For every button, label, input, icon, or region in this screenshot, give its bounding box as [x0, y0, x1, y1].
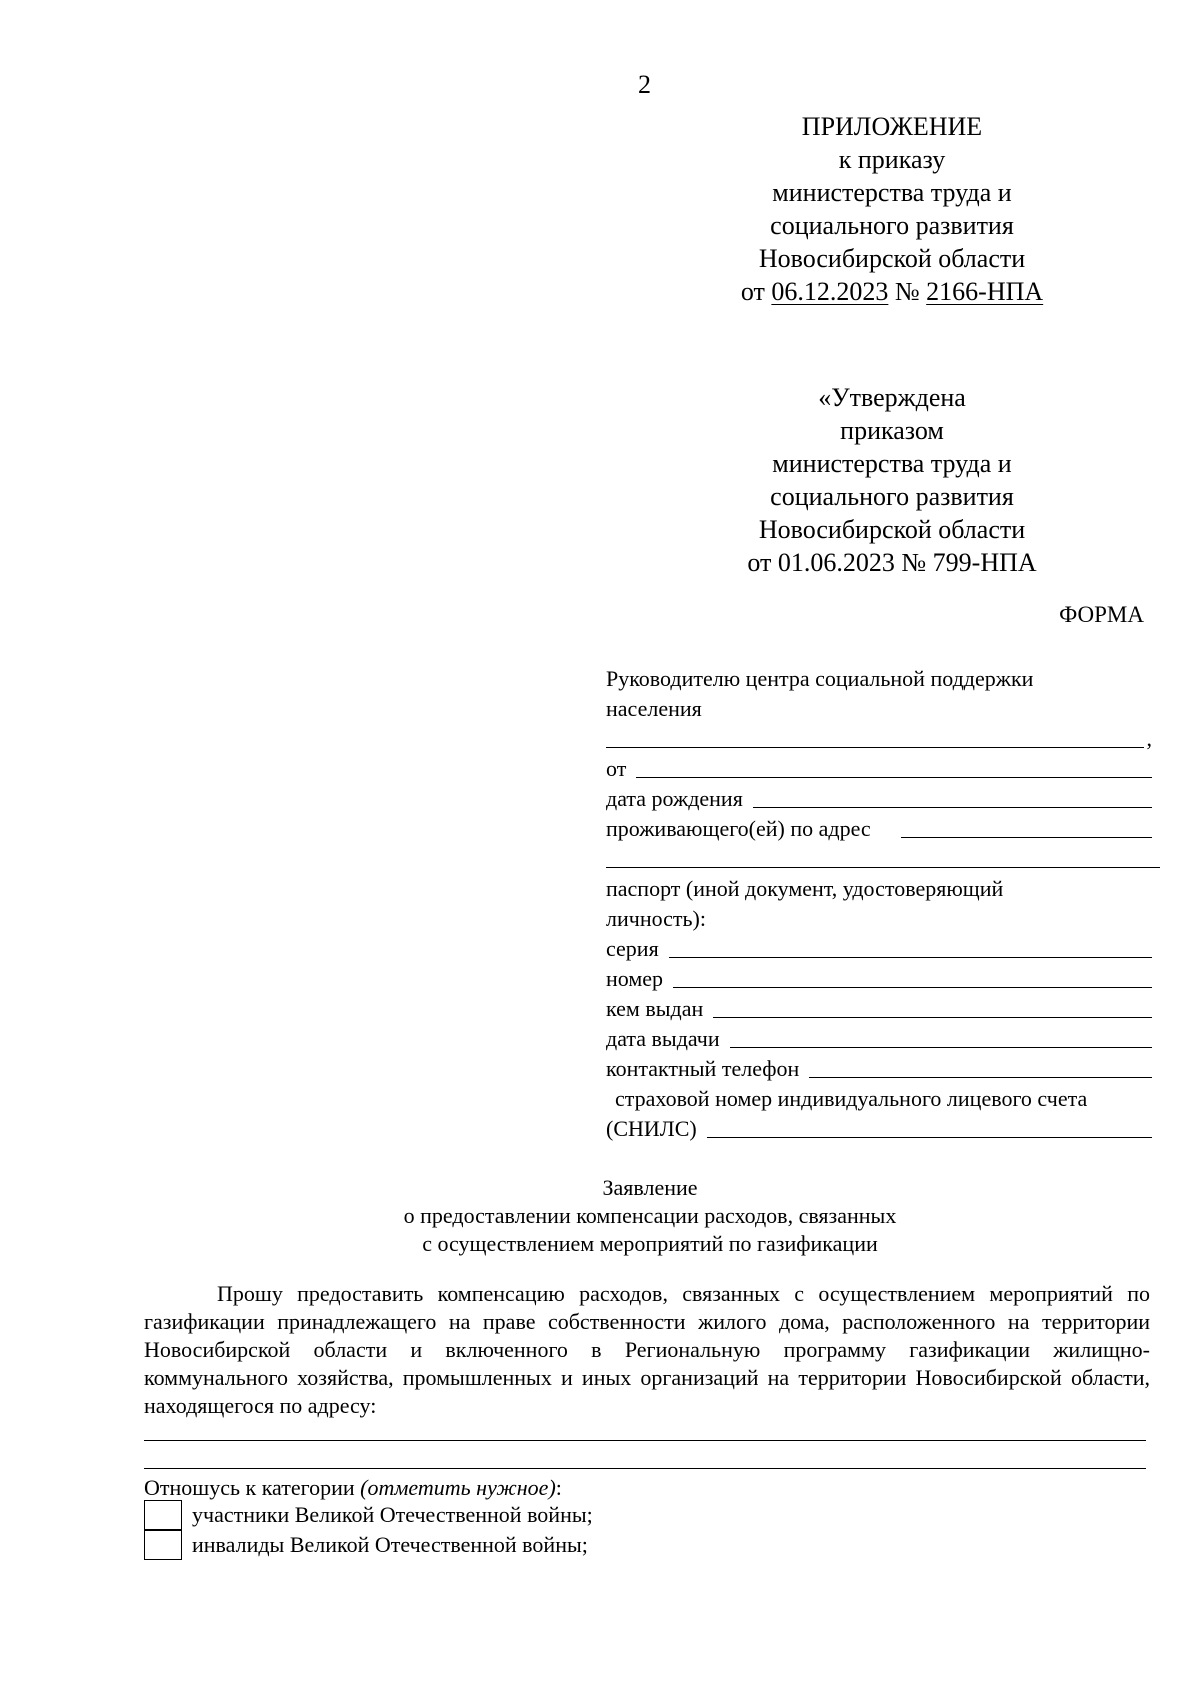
from-row [606, 754, 1152, 784]
appendix-number-sign: № [894, 277, 920, 306]
phone-row [606, 1054, 1152, 1084]
statement-title-block [300, 1174, 1000, 1258]
appendix-line: министерства труда и [772, 178, 1012, 207]
issued-by-row [606, 994, 1152, 1024]
issue-date-row [606, 1024, 1152, 1054]
category-hint: (отметить нужное) [360, 1475, 556, 1500]
snils-label: (СНИЛС) [606, 1116, 697, 1141]
snils-field[interactable] [707, 1115, 1152, 1138]
from-label: от [606, 756, 627, 781]
appendix-date: 06.12.2023 [771, 277, 889, 306]
category-checkbox[interactable] [144, 1500, 182, 1530]
appendix-line: к приказу [838, 145, 946, 174]
approved-line: приказом [840, 416, 944, 445]
category-option-label: инвалиды Великой Отечественной войны; [192, 1532, 588, 1557]
birth-date-label: дата рождения [606, 786, 743, 811]
addressee-block [606, 664, 1152, 1144]
appendix-date-prefix: от [740, 277, 765, 306]
appendix-line: социального развития [770, 211, 1014, 240]
addressee-name-row: , [606, 724, 1152, 754]
appendix-block [732, 110, 1052, 308]
approved-line: от 01.06.2023 № 799-НПА [747, 548, 1037, 577]
issued-by-label: кем выдан [606, 996, 704, 1021]
series-label: серия [606, 936, 659, 961]
number-label: номер [606, 966, 664, 991]
residing-label: проживающего(ей) по адрес [606, 816, 871, 841]
addressee-line: населения [606, 696, 702, 721]
phone-label: контактный телефон [606, 1056, 800, 1081]
appendix-line: Новосибирской области [758, 244, 1026, 273]
issued-by-field[interactable] [713, 995, 1152, 1018]
birth-date-field[interactable] [753, 785, 1152, 808]
statement-subtitle: с осуществлением мероприятий по газификации [422, 1231, 878, 1256]
approved-line: «Утверждена [818, 383, 966, 412]
approved-line: Новосибирской области [758, 515, 1026, 544]
address-continuation-row [606, 844, 1152, 874]
issue-date-label: дата выдачи [606, 1026, 720, 1051]
category-checkbox[interactable] [144, 1530, 182, 1560]
snils-description: страховой номер индивидуального лицевого счета [615, 1086, 1088, 1111]
residing-field[interactable] [901, 815, 1152, 838]
birth-date-row [606, 784, 1152, 814]
from-field[interactable] [636, 755, 1152, 778]
addressee-line: Руководителю центра социальной поддержки [606, 666, 1034, 691]
statement-subtitle: о предоставлении компенсации расходов, связанных [403, 1203, 897, 1228]
passport-label: паспорт (иной документ, удостоверяющий [606, 876, 1004, 901]
series-field[interactable] [669, 935, 1152, 958]
page-number: 2 [638, 70, 651, 99]
phone-field[interactable] [809, 1055, 1152, 1078]
property-address-field[interactable] [144, 1440, 1146, 1441]
number-row [606, 964, 1152, 994]
snils-row [606, 1114, 1152, 1144]
series-row [606, 934, 1152, 964]
approved-block [732, 381, 1052, 579]
issue-date-field[interactable] [730, 1025, 1152, 1048]
appendix-heading: ПРИЛОЖЕНИЕ [801, 112, 983, 141]
category-label: Отношусь к категории (отметить нужное): [144, 1475, 562, 1500]
approved-line: социального развития [770, 482, 1014, 511]
category-option [144, 1500, 593, 1530]
request-paragraph: Прошу предоставить компенсацию расходов, связанных с осуществлением мероприятий по газификации принадлежащего на праве собственности жилого дома, расположенного на территории Новосибирской области и включенного в Региональную программу газификации жилищно-коммунального хозяйства, промышленных и иных организаций на территории Новосибирской области, находящегося по адресу: [144, 1281, 1150, 1418]
forma-label: ФОРМА [1059, 602, 1144, 627]
appendix-number: 2166-НПА [926, 277, 1044, 306]
category-option [144, 1530, 588, 1560]
addressee-name-field[interactable] [606, 725, 1144, 748]
approved-line: министерства труда и [772, 449, 1012, 478]
appendix-order-ref [732, 275, 1052, 308]
residing-row [606, 814, 1152, 844]
category-option-label: участники Великой Отечественной войны; [192, 1502, 593, 1527]
passport-label-cont: личность): [606, 906, 706, 931]
statement-title: Заявление [602, 1175, 698, 1200]
property-address-field-2[interactable] [144, 1468, 1146, 1469]
address-continuation-field[interactable] [606, 845, 1160, 868]
number-field[interactable] [673, 965, 1152, 988]
